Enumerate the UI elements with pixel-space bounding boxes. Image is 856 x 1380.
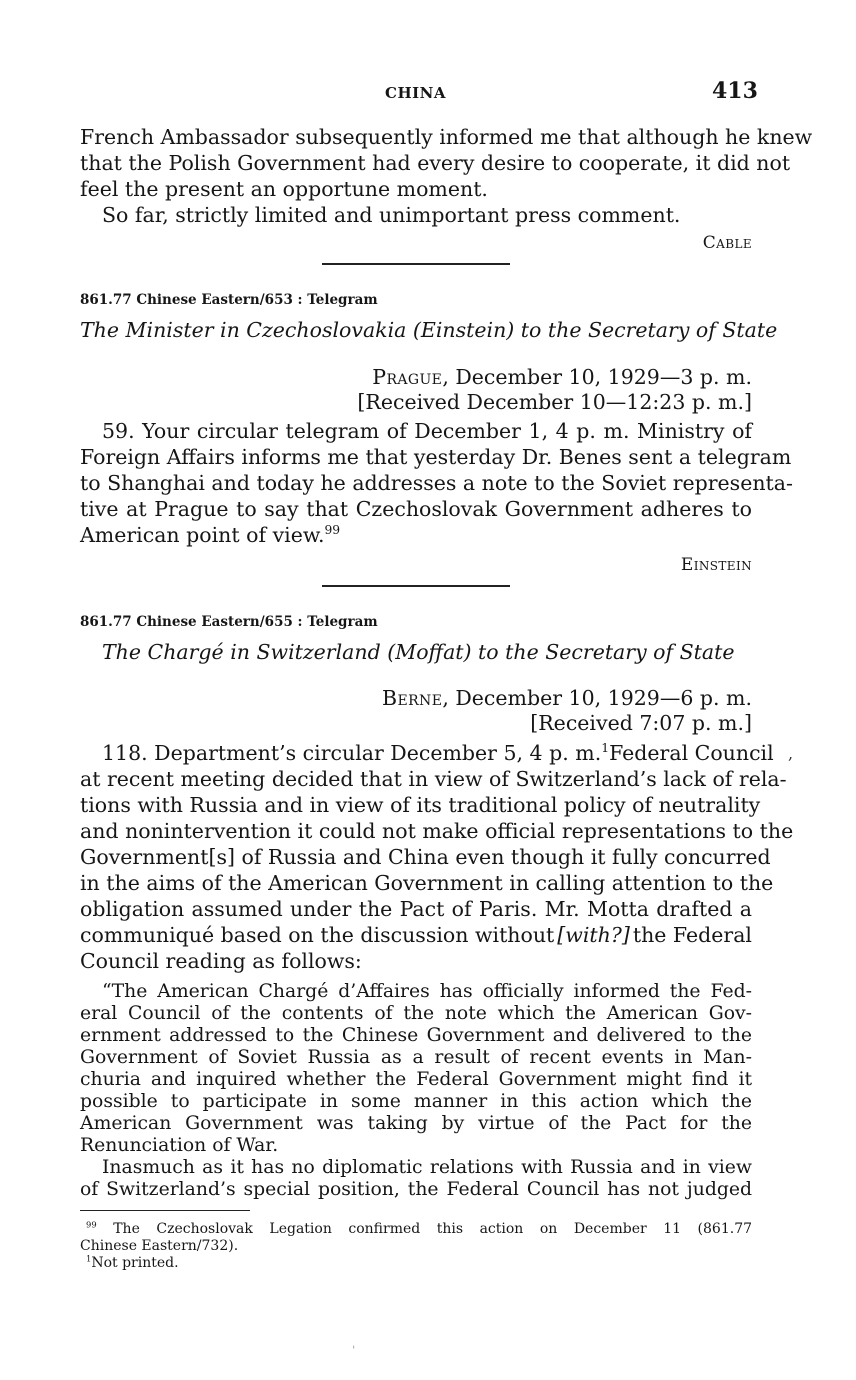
running-header-title: CHINA: [385, 84, 446, 102]
quote-line: Government of Soviet Russia as a result of recent events in Man-: [80, 1047, 752, 1068]
body-line: at recent meeting decided that in view of Switzerland’s lack of rela-: [80, 767, 787, 791]
quote-line: of Switzerland’s special position, the Federal Council has not judged: [80, 1179, 752, 1200]
quote-line: Inasmuch as it has no diplomatic relations with Russia and in view: [102, 1157, 752, 1178]
quote-line: churia and inquired whether the Federal Government might find it: [80, 1069, 752, 1090]
section-divider: [322, 263, 510, 265]
dateline-date: , December 10, 1929—3 p. m.: [442, 365, 752, 389]
footnote-text: Not printed.: [91, 1255, 179, 1271]
body-line: feel the present an opportune moment.: [80, 177, 488, 201]
dateline: [80, 364, 752, 390]
dateline-date: , December 10, 1929—6 p. m.: [442, 686, 752, 710]
received-line: [Received December 10—12:23 p. m.]: [357, 390, 752, 414]
body-line: So far, strictly limited and unimportant press comment.: [102, 203, 681, 227]
body-line: tive at Prague to say that Czechoslovak Government adheres to: [80, 497, 752, 521]
body-line: tions with Russia and in view of its traditional policy of neutrality: [80, 793, 761, 817]
signature-cable: Cable: [702, 233, 752, 253]
body-line: that the Polish Government had every desire to cooperate, it did not: [80, 151, 791, 175]
body-line: Foreign Affairs informs me that yesterday Dr. Benes sent a telegram: [80, 445, 792, 469]
signature-einstein: Einstein: [680, 555, 752, 575]
dateline-place: Prague: [372, 365, 443, 389]
scan-mark: ,: [788, 744, 794, 763]
body-line: Government[s] of Russia and China even though it fully concurred: [80, 845, 771, 869]
body-line: [80, 740, 774, 766]
quote-line: Renunciation of War.: [80, 1135, 279, 1156]
body-text-part: 118. Department’s circular December 5, 4 p. m.: [102, 741, 602, 765]
body-line: obligation assumed under the Pact of Paris. Mr. Motta drafted a: [80, 897, 752, 921]
editorial-insertion: [with?]: [557, 923, 630, 947]
body-text: American point of view.: [80, 523, 325, 547]
file-reference: 861.77 Chinese Eastern/653 : Telegram: [80, 292, 378, 308]
body-line: [80, 922, 752, 948]
footnote-mark: 1: [86, 1253, 92, 1264]
body-line: in the aims of the American Government in calling attention to the: [80, 871, 774, 895]
body-text: the Federal: [632, 923, 752, 947]
file-reference: 861.77 Chinese Eastern/655 : Telegram: [80, 614, 378, 630]
body-line: 59. Your circular telegram of December 1, 4 p. m. Ministry of: [102, 419, 752, 443]
body-line: [80, 522, 752, 548]
document-title: The Minister in Czechoslovakia (Einstein) to the Secretary of State: [80, 318, 778, 342]
footnote-99: [80, 1221, 752, 1238]
footnote-1: [80, 1255, 758, 1272]
quote-line: “The American Chargé d’Affaires has officially informed the Fed-: [102, 981, 752, 1002]
footnote-reference: 1: [601, 741, 610, 756]
quote-line: ernment addressed to the Chinese Government and delivered to the: [80, 1025, 752, 1046]
section-divider: [322, 585, 510, 587]
body-line: French Ambassador subsequently informed me that although he knew: [80, 125, 813, 149]
footnote-99-continued: Chinese Eastern/732).: [80, 1238, 239, 1254]
dateline-place: Berne: [382, 686, 443, 710]
footnote-text: The Czechoslovak Legation confirmed this action on December 11 (861.77: [113, 1221, 753, 1237]
quote-line: American Government was taking by virtue of the Pact for the: [80, 1113, 752, 1134]
quote-line: possible to participate in some manner in this action which the: [80, 1091, 752, 1112]
footnote-mark: 99: [86, 1219, 97, 1230]
body-text: Federal Council: [609, 741, 774, 765]
dateline: [80, 685, 752, 711]
footnote-reference: 99: [324, 523, 341, 538]
body-text: [102, 740, 609, 766]
received-line: [Received 7:07 p. m.]: [530, 711, 752, 735]
quote-line: eral Council of the contents of the note which the American Gov-: [80, 1003, 752, 1024]
body-line: and nonintervention it could not make official representations to the: [80, 819, 794, 843]
body-text: communiqué based on the discussion without: [80, 923, 555, 947]
page-number: 413: [712, 78, 758, 104]
body-line: Council reading as follows:: [80, 949, 362, 973]
scan-mark: ˈ: [352, 1344, 356, 1358]
document-title: The Chargé in Switzerland (Moffat) to the Secretary of State: [102, 640, 735, 664]
body-line: to Shanghai and today he addresses a note to the Soviet representa-: [80, 471, 793, 495]
footnote-rule: [80, 1210, 250, 1211]
